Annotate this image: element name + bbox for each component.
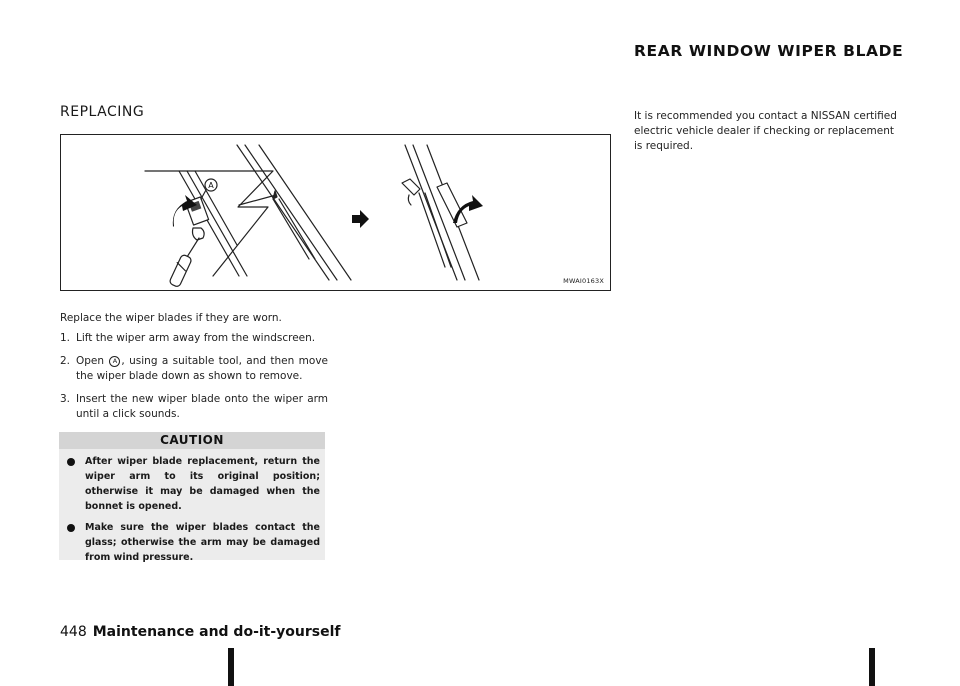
page-footer bbox=[60, 624, 341, 640]
step-text: , using a suitable tool, and then move the wiper blade down as shown to remove. bbox=[76, 355, 328, 382]
step-item bbox=[60, 354, 328, 384]
edge-marker-left bbox=[228, 648, 234, 686]
caution-item bbox=[59, 520, 320, 565]
caution-list bbox=[59, 454, 325, 565]
caution-title: CAUTION bbox=[59, 432, 325, 449]
rear-wiper-text: It is recommended you contact a NISSAN certified electric vehicle dealer if checking or replacement is required. bbox=[634, 110, 897, 152]
bullet-icon bbox=[67, 524, 75, 532]
figure-id: MWAI0163X bbox=[563, 277, 604, 285]
caution-item bbox=[59, 454, 320, 514]
bullet-icon bbox=[67, 458, 75, 466]
step-number: 1. bbox=[60, 332, 71, 344]
intro-text: Replace the wiper blades if they are worn. bbox=[60, 312, 282, 324]
step-item bbox=[60, 392, 328, 422]
wiper-replacement-drawing bbox=[61, 135, 609, 289]
step-text: Open bbox=[76, 355, 109, 367]
edge-marker-right bbox=[869, 648, 875, 686]
step-text: Insert the new wiper blade onto the wiper arm until a click sounds. bbox=[76, 393, 328, 420]
caution-box bbox=[59, 432, 325, 563]
page-number: 448 bbox=[60, 624, 87, 640]
direction-arrow bbox=[352, 210, 369, 228]
section-heading-rear-wiper: REAR WINDOW WIPER BLADE bbox=[634, 42, 904, 60]
figure-label-a: A bbox=[208, 181, 214, 190]
step-text: Lift the wiper arm away from the windscreen. bbox=[76, 332, 316, 344]
circle-a-marker: A bbox=[109, 356, 120, 367]
section-heading-replacing: REPLACING bbox=[60, 104, 145, 120]
step-item bbox=[60, 331, 328, 346]
step-number: 2. bbox=[60, 355, 71, 367]
caution-text: After wiper blade replacement, return the wiper arm to its original position; otherwise it may be damaged when the bonnet is opened. bbox=[85, 456, 320, 512]
step-number: 3. bbox=[60, 393, 71, 405]
caution-text: Make sure the wiper blades contact the glass; otherwise the arm may be damaged from wind pressure. bbox=[85, 522, 320, 563]
wiper-illustration bbox=[60, 134, 611, 291]
chapter-title: Maintenance and do-it-yourself bbox=[92, 624, 341, 640]
